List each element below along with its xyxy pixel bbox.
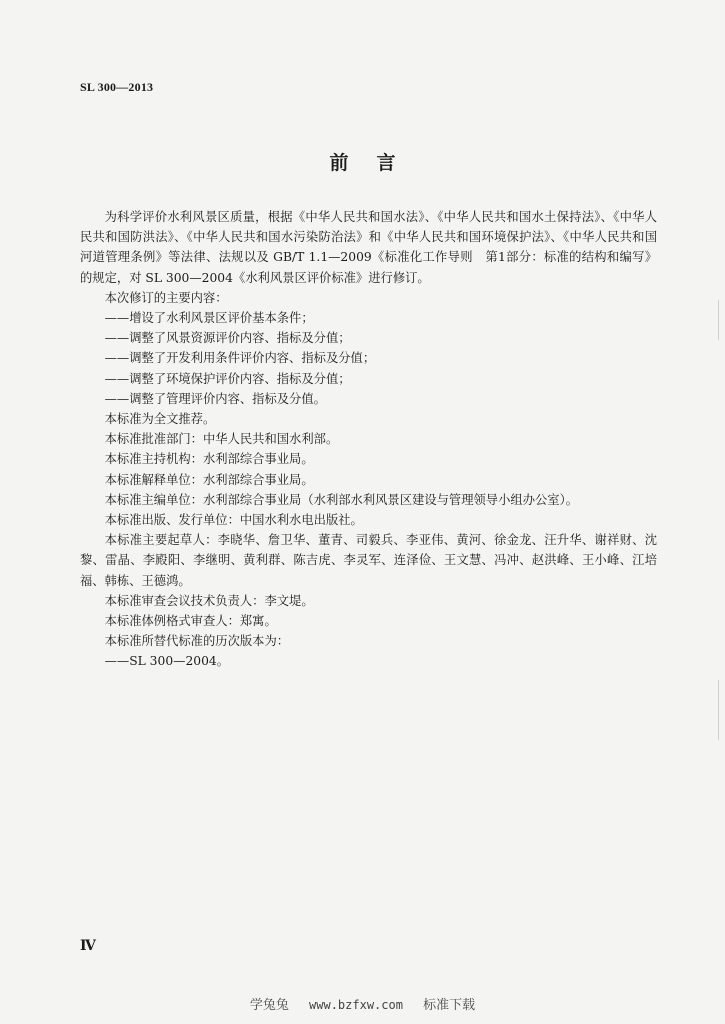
revision-item: ——调整了管理评价内容、指标及分值。 [104, 391, 326, 406]
footer-tagline: 标准下载 [423, 998, 476, 1013]
drafters-paragraph: 本标准主要起草人：李晓华、詹卫华、董青、司毅兵、李亚伟、黄河、徐金龙、汪升华、谢祥财、沈黎、雷晶、李殿阳、李继明、黄利群、陈吉虎、李灵军、连泽俭、王文慧、冯冲、赵洪峰、王小峰、江培福、韩栋、王德鸿。 [80, 533, 657, 588]
revision-item: ——调整了开发利用条件评价内容、指标及分值； [104, 351, 376, 366]
page-number: Ⅳ [80, 939, 96, 954]
revision-item: ——增设了水利风景区评价基本条件； [104, 311, 314, 326]
publisher-line: 本标准出版、发行单位：中国水利水电出版社。 [104, 513, 363, 528]
footer-site-name: 学兔兔 [249, 998, 289, 1013]
chief-editor-unit-line: 本标准主编单位：水利部综合事业局（水利部水利风景区建设与管理领导小组办公室）。 [104, 492, 579, 507]
footer-url[interactable]: www.bzfxw.com [309, 998, 403, 1012]
revision-heading: 本次修订的主要内容： [104, 290, 228, 305]
revision-item: ——调整了环境保护评价内容、指标及分值； [104, 371, 351, 386]
interpretation-unit-line: 本标准解释单位：水利部综合事业局。 [104, 472, 314, 487]
replaced-version-item: ——SL 300—2004。 [104, 654, 230, 669]
replaced-versions-heading: 本标准所替代标准的历次版本为： [104, 634, 290, 649]
recommendation-line: 本标准为全文推荐。 [104, 412, 216, 427]
standard-code: SL 300—2013 [80, 80, 154, 94]
foreword-body [80, 207, 657, 672]
scan-edge-mark [718, 300, 719, 340]
format-reviewer-line: 本标准体例格式审查人：郑寓。 [104, 614, 277, 629]
page-title: 前言 [329, 152, 424, 174]
host-organization-line: 本标准主持机构：水利部综合事业局。 [104, 452, 314, 467]
scan-edge-mark [718, 680, 719, 740]
footer-watermark [0, 994, 725, 1013]
technical-reviewer-line: 本标准审查会议技术负责人：李文堤。 [104, 593, 314, 608]
intro-paragraph: 为科学评价水利风景区质量，根据《中华人民共和国水法》、《中华人民共和国水土保持法》、《中华人民共和国防洪法》、《中华人民共和国水污染防治法》和《中华人民共和国环境保护法》、《中华人民共和国河道管理条例》等法律、法规以及 GB/T 1.1—2009《标准化工作导则 第1部分：标准的结构和编写》的规定，对 SL 300—2004《水利风景区评价标准》进行修订。 [80, 210, 657, 285]
approving-department-line: 本标准批准部门：中华人民共和国水利部。 [104, 432, 339, 447]
revision-item: ——调整了风景资源评价内容、指标及分值； [104, 331, 351, 346]
